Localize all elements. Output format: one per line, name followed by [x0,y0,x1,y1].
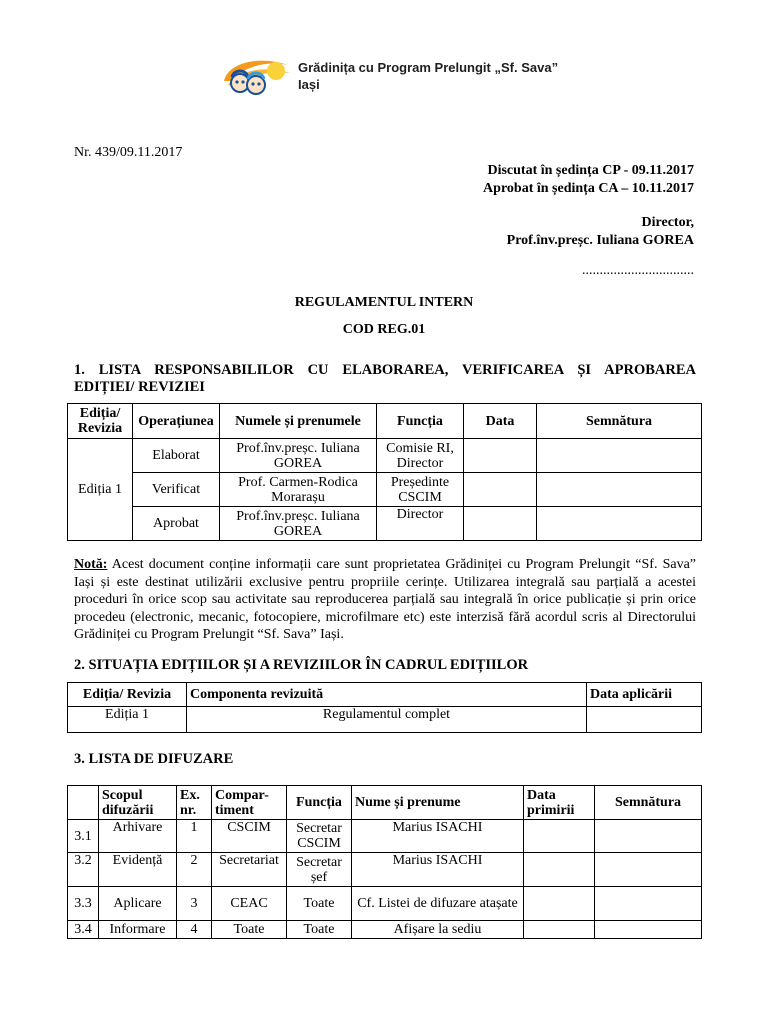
distribution-table [67,785,702,939]
col-date: Data [464,404,537,439]
approval-block [483,162,694,249]
col-signature: Semnătura [595,786,702,820]
document-code: COD REG.01 [342,322,426,337]
purpose-cell: Aplicare [99,887,177,921]
note-label: Notă: [74,557,108,572]
col-operation: Operațiunea [133,404,220,439]
section3-heading: 3. LISTA DE DIFUZARE [74,751,234,767]
document-title: REGULAMENTUL INTERN [294,295,474,310]
signature-line: ................................ [582,263,694,278]
table-header-row [68,786,702,820]
receipt-date-cell[interactable] [524,921,595,939]
full-name-cell: Cf. Listei de difuzare atașate [352,887,524,921]
confidentiality-note [74,556,696,644]
signature-cell[interactable] [595,887,702,921]
col-full-name: Nume și prenume [352,786,524,820]
table-row [68,439,702,473]
function-cell: Președinte CSCIM [377,473,464,507]
section2-heading: 2. SITUAȚIA EDIȚIILOR ȘI A REVIZIILOR ÎN CADRUL EDIȚIILOR [74,657,529,673]
copy-number-cell: 4 [177,921,212,939]
discussion-line: Discutat în ședința CP - 09.11.2017 [487,163,694,178]
table-header-row [68,404,702,439]
component-cell: Regulamentul complet [187,707,587,733]
function-cell: Comisie RI, Director [377,439,464,473]
col-department: Compar-timent [212,786,287,820]
operation-cell: Elaborat [133,439,220,473]
table-row [68,887,702,921]
col-purpose: Scopul difuzării [99,786,177,820]
editions-table [67,682,702,733]
receipt-date-cell[interactable] [524,887,595,921]
signature-cell[interactable] [537,507,702,541]
purpose-cell: Arhivare [99,820,177,853]
function-cell: Secretar CSCIM [287,820,352,853]
copy-number-cell: 2 [177,853,212,887]
col-number [68,786,99,820]
copy-number-cell: 1 [177,820,212,853]
signature-cell[interactable] [537,439,702,473]
copy-number-cell: 3 [177,887,212,921]
date-cell[interactable] [464,507,537,541]
table-row [68,921,702,939]
table-row [68,820,702,853]
operation-cell: Aprobat [133,507,220,541]
institution-logo [218,55,558,100]
director-name: Prof.înv.preșc. Iuliana GOREA [506,232,694,248]
full-name-cell: Marius ISACHI [352,853,524,887]
name-cell: Prof.înv.preșc. Iuliana GOREA [220,507,377,541]
department-cell: Toate [212,921,287,939]
row-number: 3.4 [68,921,99,939]
application-date-cell[interactable] [587,707,702,733]
responsibles-table [67,403,702,541]
function-cell: Toate [287,887,352,921]
row-number: 3.3 [68,887,99,921]
col-receipt-date: Data primirii [524,786,595,820]
approval-line: Aprobat în ședința CA – 10.11.2017 [483,180,694,196]
function-cell: Director [377,507,464,541]
col-edition: Ediția/ Revizia [68,683,187,707]
department-cell: Secretariat [212,853,287,887]
signature-cell[interactable] [595,921,702,939]
function-cell: Secretar șef [287,853,352,887]
col-component: Componenta revizuită [187,683,587,707]
signature-cell[interactable] [595,853,702,887]
table-row [68,473,702,507]
col-signature: Semnătura [537,404,702,439]
institution-name: Grădinița cu Program Prelungit „Sf. Sava” [298,60,559,75]
col-name: Numele și prenumele [220,404,377,439]
col-copy-number: Ex. nr. [177,786,212,820]
edition-cell: Ediția 1 [68,707,187,733]
col-function: Funcția [377,404,464,439]
table-header-row [68,683,702,707]
section1-heading-line1: 1. LISTA RESPONSABILILOR CU ELABORAREA, VERIFICAREA ȘI APROBAREA [74,362,696,378]
col-application-date: Data aplicării [587,683,702,707]
edition-cell: Ediția 1 [68,439,133,541]
date-cell[interactable] [464,439,537,473]
table-row [68,707,702,733]
director-label: Director, [641,215,694,230]
name-cell: Prof.înv.preșc. Iuliana GOREA [220,439,377,473]
full-name-cell: Afișare la sediu [352,921,524,939]
kindergarten-logo-icon [218,55,296,99]
function-cell: Toate [287,921,352,939]
col-edition: Ediția/ Revizia [68,404,133,439]
institution-city: Iași [298,77,320,92]
purpose-cell: Informare [99,921,177,939]
department-cell: CEAC [212,887,287,921]
signature-cell[interactable] [537,473,702,507]
operation-cell: Verificat [133,473,220,507]
document-number: Nr. 439/09.11.2017 [74,145,183,160]
purpose-cell: Evidență [99,853,177,887]
receipt-date-cell[interactable] [524,820,595,853]
section1-heading-line2: EDIȚIEI/ REVIZIEI [74,379,205,395]
signature-cell[interactable] [595,820,702,853]
note-text: Acest document conține informații care sunt proprietatea Grădiniței cu Program Prelungit “Sf. Sava” Iași și este destinat utilizării exclusive pentru propriile cerințe. Utilizarea integrală sau parțială a acestei proceduri în orice scop sau activitate sau reproducerea parțială sau integrală în orice publicație și prin orice procedeu (electronic, mecanic, fotocopiere, microfilmare etc) este interzisă fără acordul scris al Directorului Grădiniței cu Program Prelungit “Sf. Sava” Iași. [74,557,696,642]
department-cell: CSCIM [212,820,287,853]
row-number: 3.2 [68,853,99,887]
section1-heading [74,362,696,396]
full-name-cell: Marius ISACHI [352,820,524,853]
col-function: Funcția [287,786,352,820]
name-cell: Prof. Carmen-Rodica Morarașu [220,473,377,507]
table-row [68,507,702,541]
date-cell[interactable] [464,473,537,507]
table-row [68,853,702,887]
row-number: 3.1 [68,820,99,853]
receipt-date-cell[interactable] [524,853,595,887]
